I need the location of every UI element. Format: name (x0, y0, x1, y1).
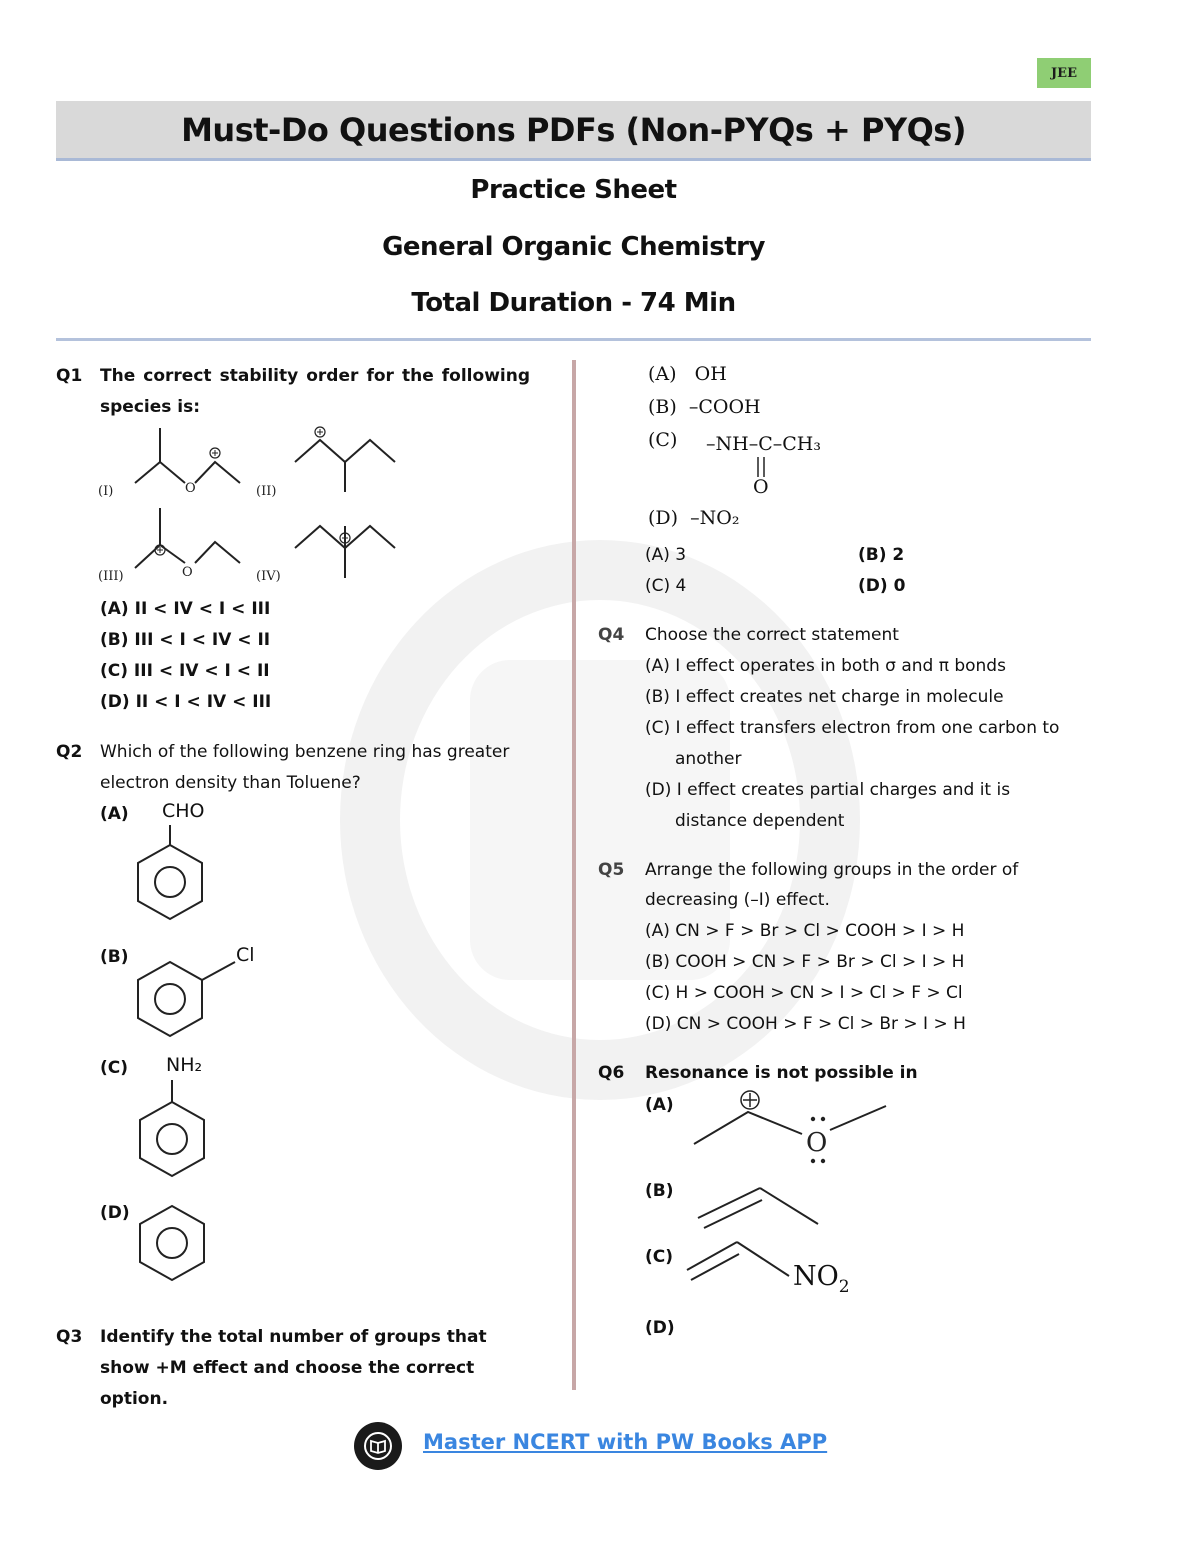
q1-o-atom-3: O (182, 565, 193, 580)
column-divider (572, 360, 576, 1390)
q4-option-d-cont: distance dependent (675, 811, 845, 831)
q6-option-b-label[interactable]: (B) (645, 1181, 674, 1201)
q6-option-a-label[interactable]: (A) (645, 1095, 674, 1115)
q3-text: Identify the total number of groups that show +M effect and choose the correct option. (100, 1327, 487, 1409)
q6-no2-label (793, 1261, 850, 1297)
q1-option-b[interactable]: (B) III < I < IV < II (100, 630, 271, 650)
q2-option-a-label[interactable]: (A) (100, 804, 129, 824)
q2-ring-b (130, 950, 260, 1050)
q4-option-a[interactable]: (A) I effect operates in both σ and π bonds (645, 656, 1006, 676)
q5-option-a[interactable]: (A) CN > F > Br > Cl > COOH > I > H (645, 921, 965, 941)
q5-text-line1: Arrange the following groups in the order of (645, 860, 1019, 880)
q1-label-iii: (III) (98, 569, 124, 584)
q3-option-b[interactable]: (B) 2 (858, 545, 905, 565)
q2-option-d-label[interactable]: (D) (100, 1203, 130, 1223)
q1-label-ii: (II) (256, 484, 277, 499)
footer-app-link[interactable]: Master NCERT with PW Books APP (423, 1430, 828, 1454)
q6-number: Q6 (598, 1063, 625, 1083)
q1-option-d[interactable]: (D) II < I < IV < III (100, 692, 272, 712)
q4-option-b[interactable]: (B) I effect creates net charge in molecule (645, 687, 1004, 707)
q2-text: Which of the following benzene ring has greater electron density than Toluene? (100, 742, 510, 793)
q2-option-b-label[interactable]: (B) (100, 947, 129, 967)
q6-structure-b (690, 1180, 830, 1240)
q1-option-c[interactable]: (C) III < IV < I < II (100, 661, 270, 681)
q3-group-c-label: (C) (648, 429, 678, 451)
subtitle-duration: Total Duration - 74 Min (411, 288, 736, 318)
q6-structure-c (685, 1236, 795, 1296)
q1-structures (90, 420, 410, 590)
q5-text-line2: decreasing (–I) effect. (645, 890, 830, 910)
q2-number: Q2 (56, 742, 83, 762)
q5-option-d[interactable]: (D) CN > COOH > F > Cl > Br > I > H (645, 1014, 966, 1034)
q3-group-b: (B) –COOH (648, 396, 761, 418)
q3-option-d[interactable]: (D) 0 (858, 576, 906, 596)
q3-group-a: (A) OH (648, 363, 727, 385)
q3-group-c-formula: –NH–C–CH₃ (706, 433, 821, 455)
q2-b-substituent: Cl (236, 944, 255, 966)
page-title: Must-Do Questions PDFs (Non-PYQs + PYQs) (56, 101, 1091, 161)
q1-text: The correct stability order for the following species is: (100, 366, 530, 417)
q5-option-b[interactable]: (B) COOH > CN > F > Br > Cl > I > H (645, 952, 965, 972)
q2-ring-d (132, 1198, 222, 1298)
q1-label-iv: (IV) (256, 569, 281, 584)
q3-group-d: (D) –NO₂ (648, 507, 740, 529)
q1-label-i: (I) (98, 484, 114, 499)
q4-option-c[interactable]: (C) I effect transfers electron from one carbon to (645, 718, 1060, 738)
subtitle-practice-sheet: Practice Sheet (470, 175, 677, 205)
q2-ring-a (130, 825, 220, 935)
q5-option-c[interactable]: (C) H > COOH > CN > I > Cl > F > Cl (645, 983, 963, 1003)
q2-a-substituent: CHO (162, 800, 205, 822)
q2-option-c-label[interactable]: (C) (100, 1058, 129, 1078)
q3-group-c-oxygen: O (753, 476, 769, 498)
q1-option-a[interactable]: (A) II < IV < I < III (100, 599, 271, 619)
q6-no2-text: NO (793, 1261, 839, 1292)
q3-option-c[interactable]: (C) 4 (645, 576, 687, 596)
q6-structure-a (690, 1088, 900, 1168)
q4-number: Q4 (598, 625, 625, 645)
q3-option-a[interactable]: (A) 3 (645, 545, 687, 565)
subtitle-subject: General Organic Chemistry (382, 232, 765, 262)
q4-option-d[interactable]: (D) I effect creates partial charges and it is (645, 780, 1011, 800)
exam-badge: JEE (1037, 58, 1091, 88)
q1-number: Q1 (56, 366, 83, 386)
q6-text: Resonance is not possible in (645, 1063, 918, 1083)
q4-text: Choose the correct statement (645, 625, 899, 645)
q2-ring-c (132, 1080, 222, 1190)
q6-no2-subscript: 2 (838, 1277, 850, 1297)
q6-o-atom: O (806, 1128, 828, 1158)
header-rule (56, 338, 1091, 341)
q1-o-atom-1: O (185, 481, 196, 496)
q2-c-substituent: NH₂ (166, 1054, 203, 1076)
q5-number: Q5 (598, 860, 625, 880)
q6-option-d-label[interactable]: (D) (645, 1318, 675, 1338)
q6-option-c-label[interactable]: (C) (645, 1247, 674, 1267)
book-icon-glyph (363, 1431, 393, 1461)
book-icon (354, 1422, 402, 1470)
q4-option-c-cont: another (675, 749, 742, 769)
q3-number: Q3 (56, 1327, 83, 1347)
